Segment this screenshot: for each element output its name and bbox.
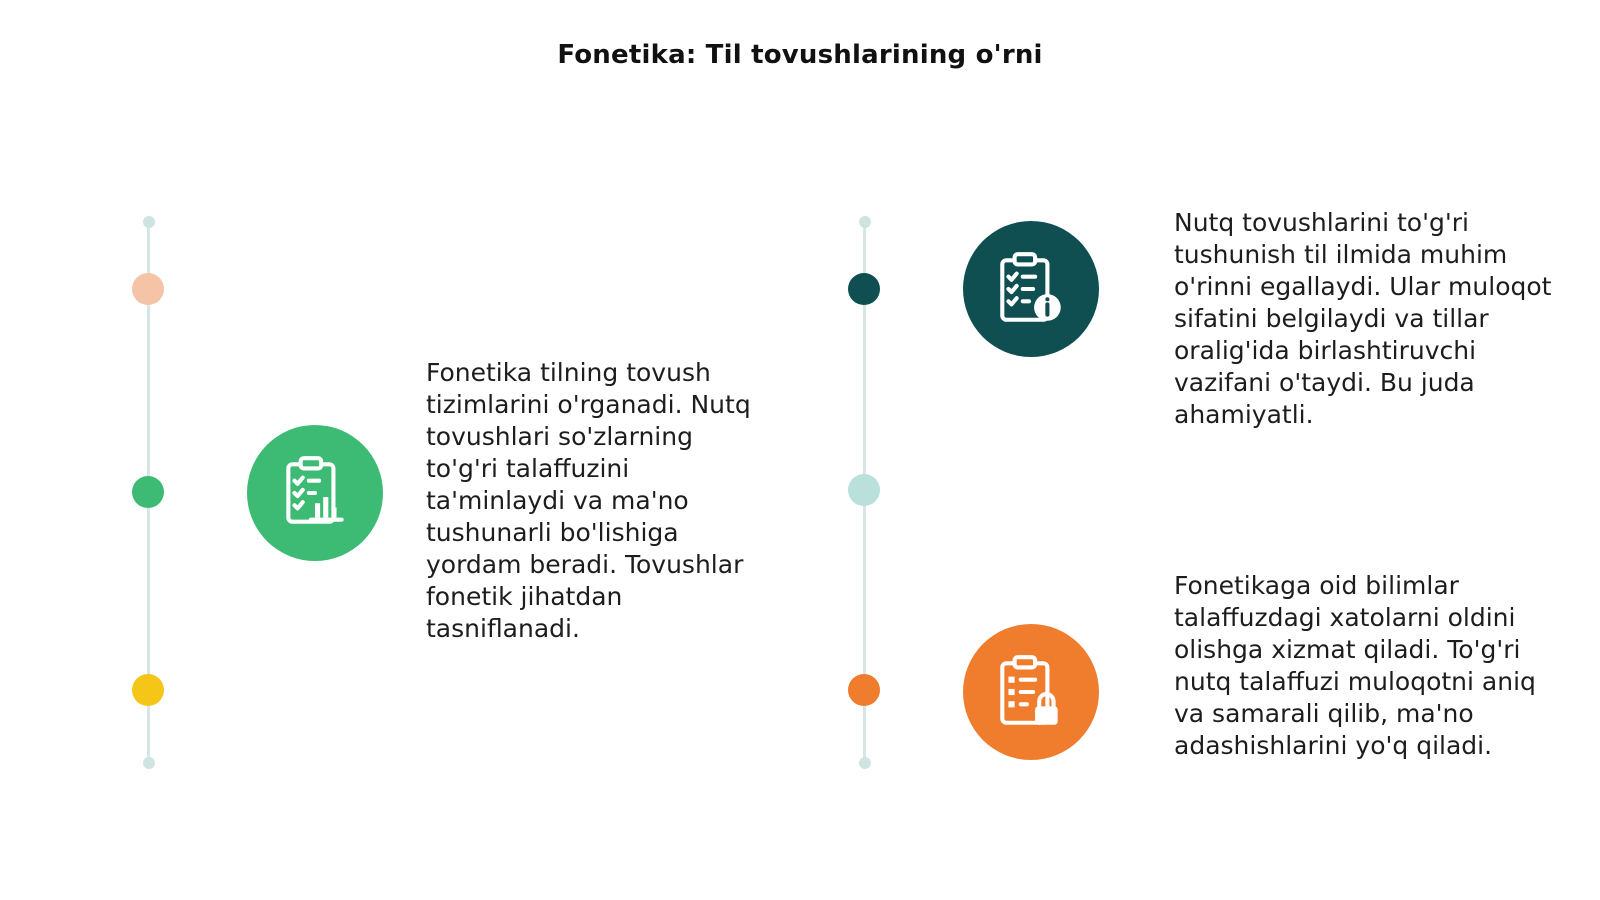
clipboard-lock-icon — [963, 624, 1099, 760]
timeline-dot-light-teal — [848, 474, 880, 506]
timeline-dot-yellow — [132, 674, 164, 706]
timeline-end-dot — [143, 757, 155, 769]
timeline-dot-green — [132, 476, 164, 508]
timeline-dot-dark-teal — [848, 273, 880, 305]
timeline-end-dot — [143, 216, 155, 228]
timeline-end-dot — [859, 757, 871, 769]
clipboard-chart-icon — [247, 425, 383, 561]
timeline-end-dot — [859, 216, 871, 228]
page-title: Fonetika: Til tovushlarining o'rni — [557, 40, 1043, 70]
item-text: Fonetika tilning tovush tizimlarini o'rganadi. Nutq tovushlari so'zlarning to'g'ri talaffuzini ta'minlaydi va ma'no tushunarli bo'lishiga yordam beradi. Tovushlar fonetik jihatdan tasniflanadi. — [426, 358, 751, 643]
item-text: Fonetikaga oid bilimlar talaffuzdagi xatolarni oldini olishga xizmat qiladi. To'g'ri nutq talaffuzi muloqotni aniq va samarali qilib, ma'no adashishlarini yo'q qiladi. — [1174, 571, 1536, 760]
timeline-dot-peach — [132, 273, 164, 305]
clipboard-info-icon — [963, 221, 1099, 357]
timeline-dot-orange — [848, 674, 880, 706]
item-text: Nutq tovushlarini to'g'ri tushunish til ilmida muhim o'rinni egallaydi. Ular muloqot sifatini belgilaydi va tillar oralig'ida birlashtiruvchi vazifani o'taydi. Bu juda ahamiyatli. — [1174, 208, 1552, 429]
